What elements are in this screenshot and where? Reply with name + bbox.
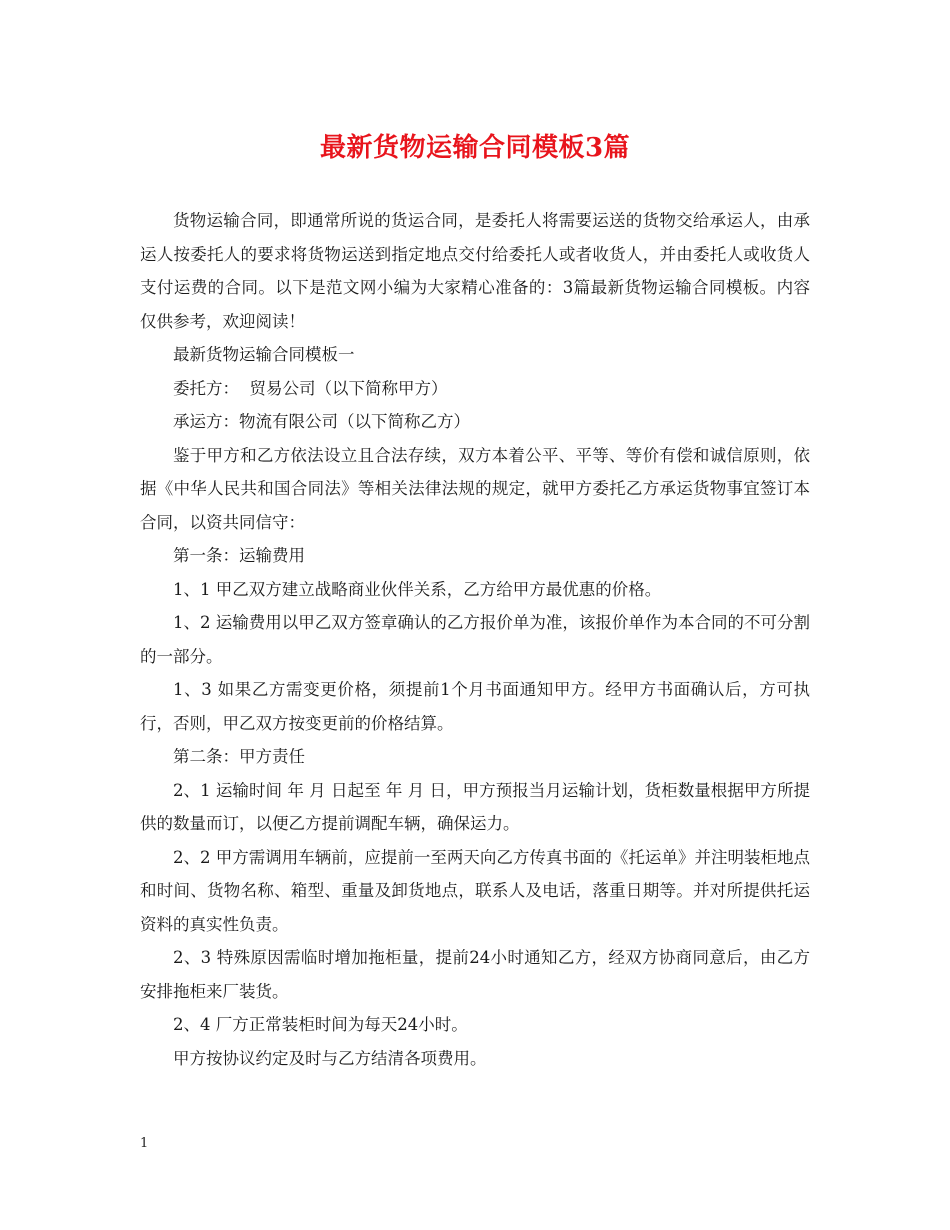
paragraph-clause-2-1: 2、1 运输时间 年 月 日起至 年 月 日，甲方预报当月运输计划，货柜数量根据甲方所提供的数量而订，以便乙方提前调配车辆，确保运力。 [140,780,810,833]
document-title: 最新货物运输合同模板3篇 [319,133,631,163]
paragraph-settlement: 甲方按协议约定及时与乙方结清各项费用。 [173,1048,487,1068]
document-body [140,204,810,1075]
paragraph-carrier: 承运方：物流有限公司（以下简称乙方） [173,412,470,431]
paragraph-preamble: 鉴于甲方和乙方依法设立且合法存续，双方本着公平、平等、等价有偿和诚信原则，依据《中华人民共和国合同法》等相关法律法规的规定，就甲方委托乙方承运货物事宜签订本合同，以资共同信守： [140,445,810,532]
paragraph-clause-2-3: 2、3 特殊原因需临时增加拖柜量，提前24小时通知乙方，经双方协商同意后，由乙方安排拖柜来厂装货。 [140,948,810,1001]
paragraph-article-2: 第二条：甲方责任 [173,747,305,766]
paragraph-clause-1-3: 1、3 如果乙方需变更价格，须提前1个月书面通知甲方。经甲方书面确认后，方可执行，否则，甲乙双方按变更前的价格结算。 [140,680,810,733]
paragraph-template-heading: 最新货物运输合同模板一 [173,345,355,364]
paragraph-clause-2-4: 2、4 厂方正常装柜时间为每天24小时。 [173,1015,468,1034]
paragraph-clause-2-2: 2、2 甲方需调用车辆前，应提前一至两天向乙方传真书面的《托运单》并注明装柜地点和时间、货物名称、箱型、重量及卸货地点，联系人及电话，落重日期等。并对所提供托运资料的真实性负责。 [140,847,810,934]
paragraph-intro: 货物运输合同，即通常所说的货运合同，是委托人将需要运送的货物交给承运人，由承运人按委托人的要求将货物运送到指定地点交付给委托人或者收货人，并由委托人或收货人支付运费的合同。以下是范文网小编为大家精心准备的：3篇最新货物运输合同模板。内容仅供参考，欢迎阅读！ [140,211,810,331]
paragraph-clause-1-2: 1、2 运输费用以甲乙双方签章确认的乙方报价单为准，该报价单作为本合同的不可分割的一部分。 [140,613,810,666]
paragraph-article-1: 第一条：运输费用 [173,546,305,565]
paragraph-client: 委托方： 贸易公司（以下简称甲方） [173,378,448,398]
page-number: 1 [140,1136,149,1151]
paragraph-clause-1-1: 1、1 甲乙双方建立战略商业伙伴关系，乙方给甲方最优惠的价格。 [173,579,662,599]
